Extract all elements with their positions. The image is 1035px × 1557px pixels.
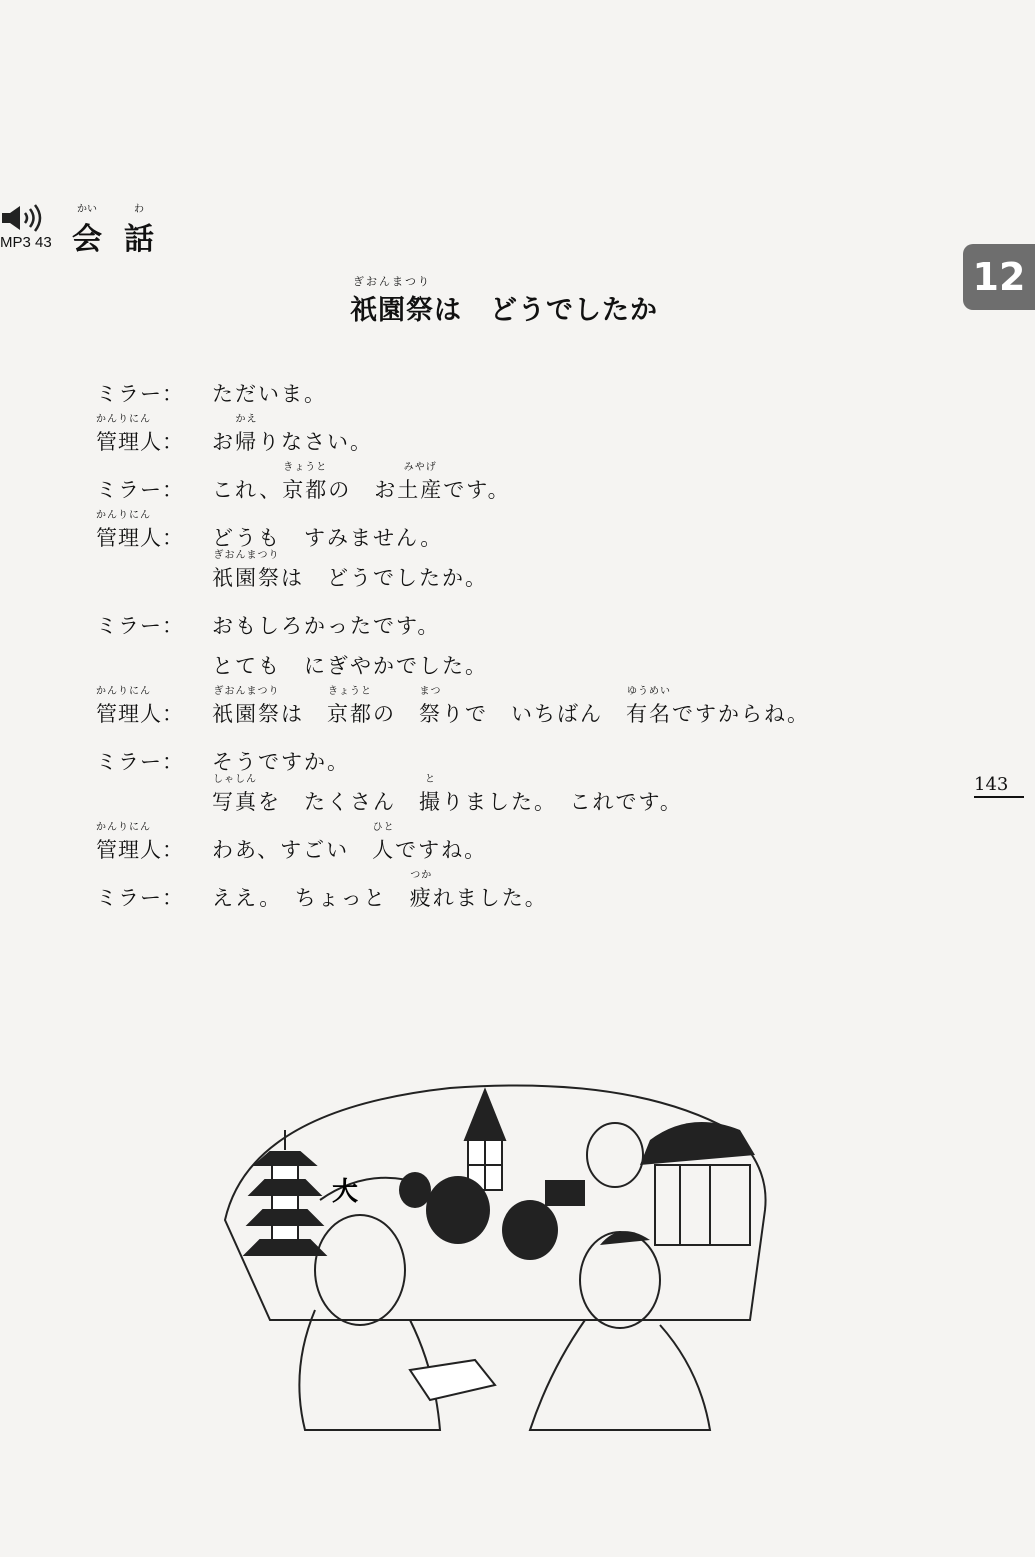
line-text: そうですか。 [212,750,350,774]
ruby-word: ひと 人 [372,822,396,862]
dialogue-line [96,870,956,922]
line-text: しゃしん 写真を たくさん と 撮りました。 これです。 [212,774,683,814]
dialogue-line [96,414,956,466]
line-text: とても にぎやかでした。 [212,654,488,678]
dialogue-title [350,275,658,327]
line-text: どうも すみません。 [212,526,444,550]
speaker-label: かんりにん 管理人： [96,510,184,550]
heading-char-kai: かい 会 [72,204,102,257]
speaker-label: ミラー： [96,750,184,774]
page-number: 143 [974,774,1024,798]
ruby-word: ゆうめい 有名 [626,686,672,726]
dialogue-line [96,610,956,650]
line-text: おもしろかったです。 [212,614,441,638]
mountain-dai-character: 大 [332,1177,359,1207]
dialogue-line [96,822,956,874]
ruby-word: かえ 帰 [235,414,258,454]
speaker-label: ミラー： [96,614,184,638]
speaker-label: かんりにん 管理人： [96,414,184,454]
speaker-label: ミラー： [96,382,184,406]
audio-track[interactable] [0,204,52,251]
speaker-label: かんりにん 管理人： [96,686,184,726]
ruby-word: しゃしん 写真 [212,774,258,814]
ruby-word: ぎおんまつり 祇園祭 [212,550,281,590]
speaker-icon[interactable] [0,204,46,232]
line-text: ええ。 ちょっと つか 疲れました。 [212,870,548,910]
dialogue-line [96,550,956,602]
dialogue-line [96,686,956,738]
ruby-word: まつ 祭 [419,686,442,726]
speaker-label: かんりにん 管理人： [96,822,184,862]
line-text: ただいま。 [212,382,327,406]
line-text: これ、 きょうと 京都の お みやげ 土産です。 [212,462,511,502]
ruby-word: きょうと 京都 [282,462,329,502]
line-text: わあ、すごい ひと 人ですね。 [212,822,488,862]
mp3-track-label: MP3 43 [0,234,52,251]
line-text: お かえ 帰りなさい。 [212,414,373,454]
heading-char-wa: わ 話 [124,204,154,257]
chapter-tab: 12 [963,244,1035,310]
line-text: ぎおんまつり 祇園祭は きょうと 京都の まつ 祭りで いちばん ゆうめい 有名ですからね。 [212,686,810,726]
speaker-label: ミラー： [96,478,184,502]
section-heading [72,204,154,258]
dialogue [96,378,956,922]
ruby-word: きょうと 京都 [327,686,373,726]
title-ruby: ぎおんまつり 祇園祭 [350,275,434,326]
ruby-word: みやげ 土産 [397,462,444,502]
ruby-word: と 撮 [419,774,442,814]
ruby-word: つか 疲 [409,870,433,910]
dialogue-line [96,378,956,418]
line-text: ぎおんまつり 祇園祭は どうでしたか。 [212,550,488,590]
ruby-word: ぎおんまつり 祇園祭 [212,686,281,726]
dialogue-line [96,462,956,514]
speaker-label: ミラー： [96,886,184,910]
festival-scene-illustration [210,1070,780,1450]
title-rest: は どうでしたか [434,295,658,326]
dialogue-line [96,774,956,826]
